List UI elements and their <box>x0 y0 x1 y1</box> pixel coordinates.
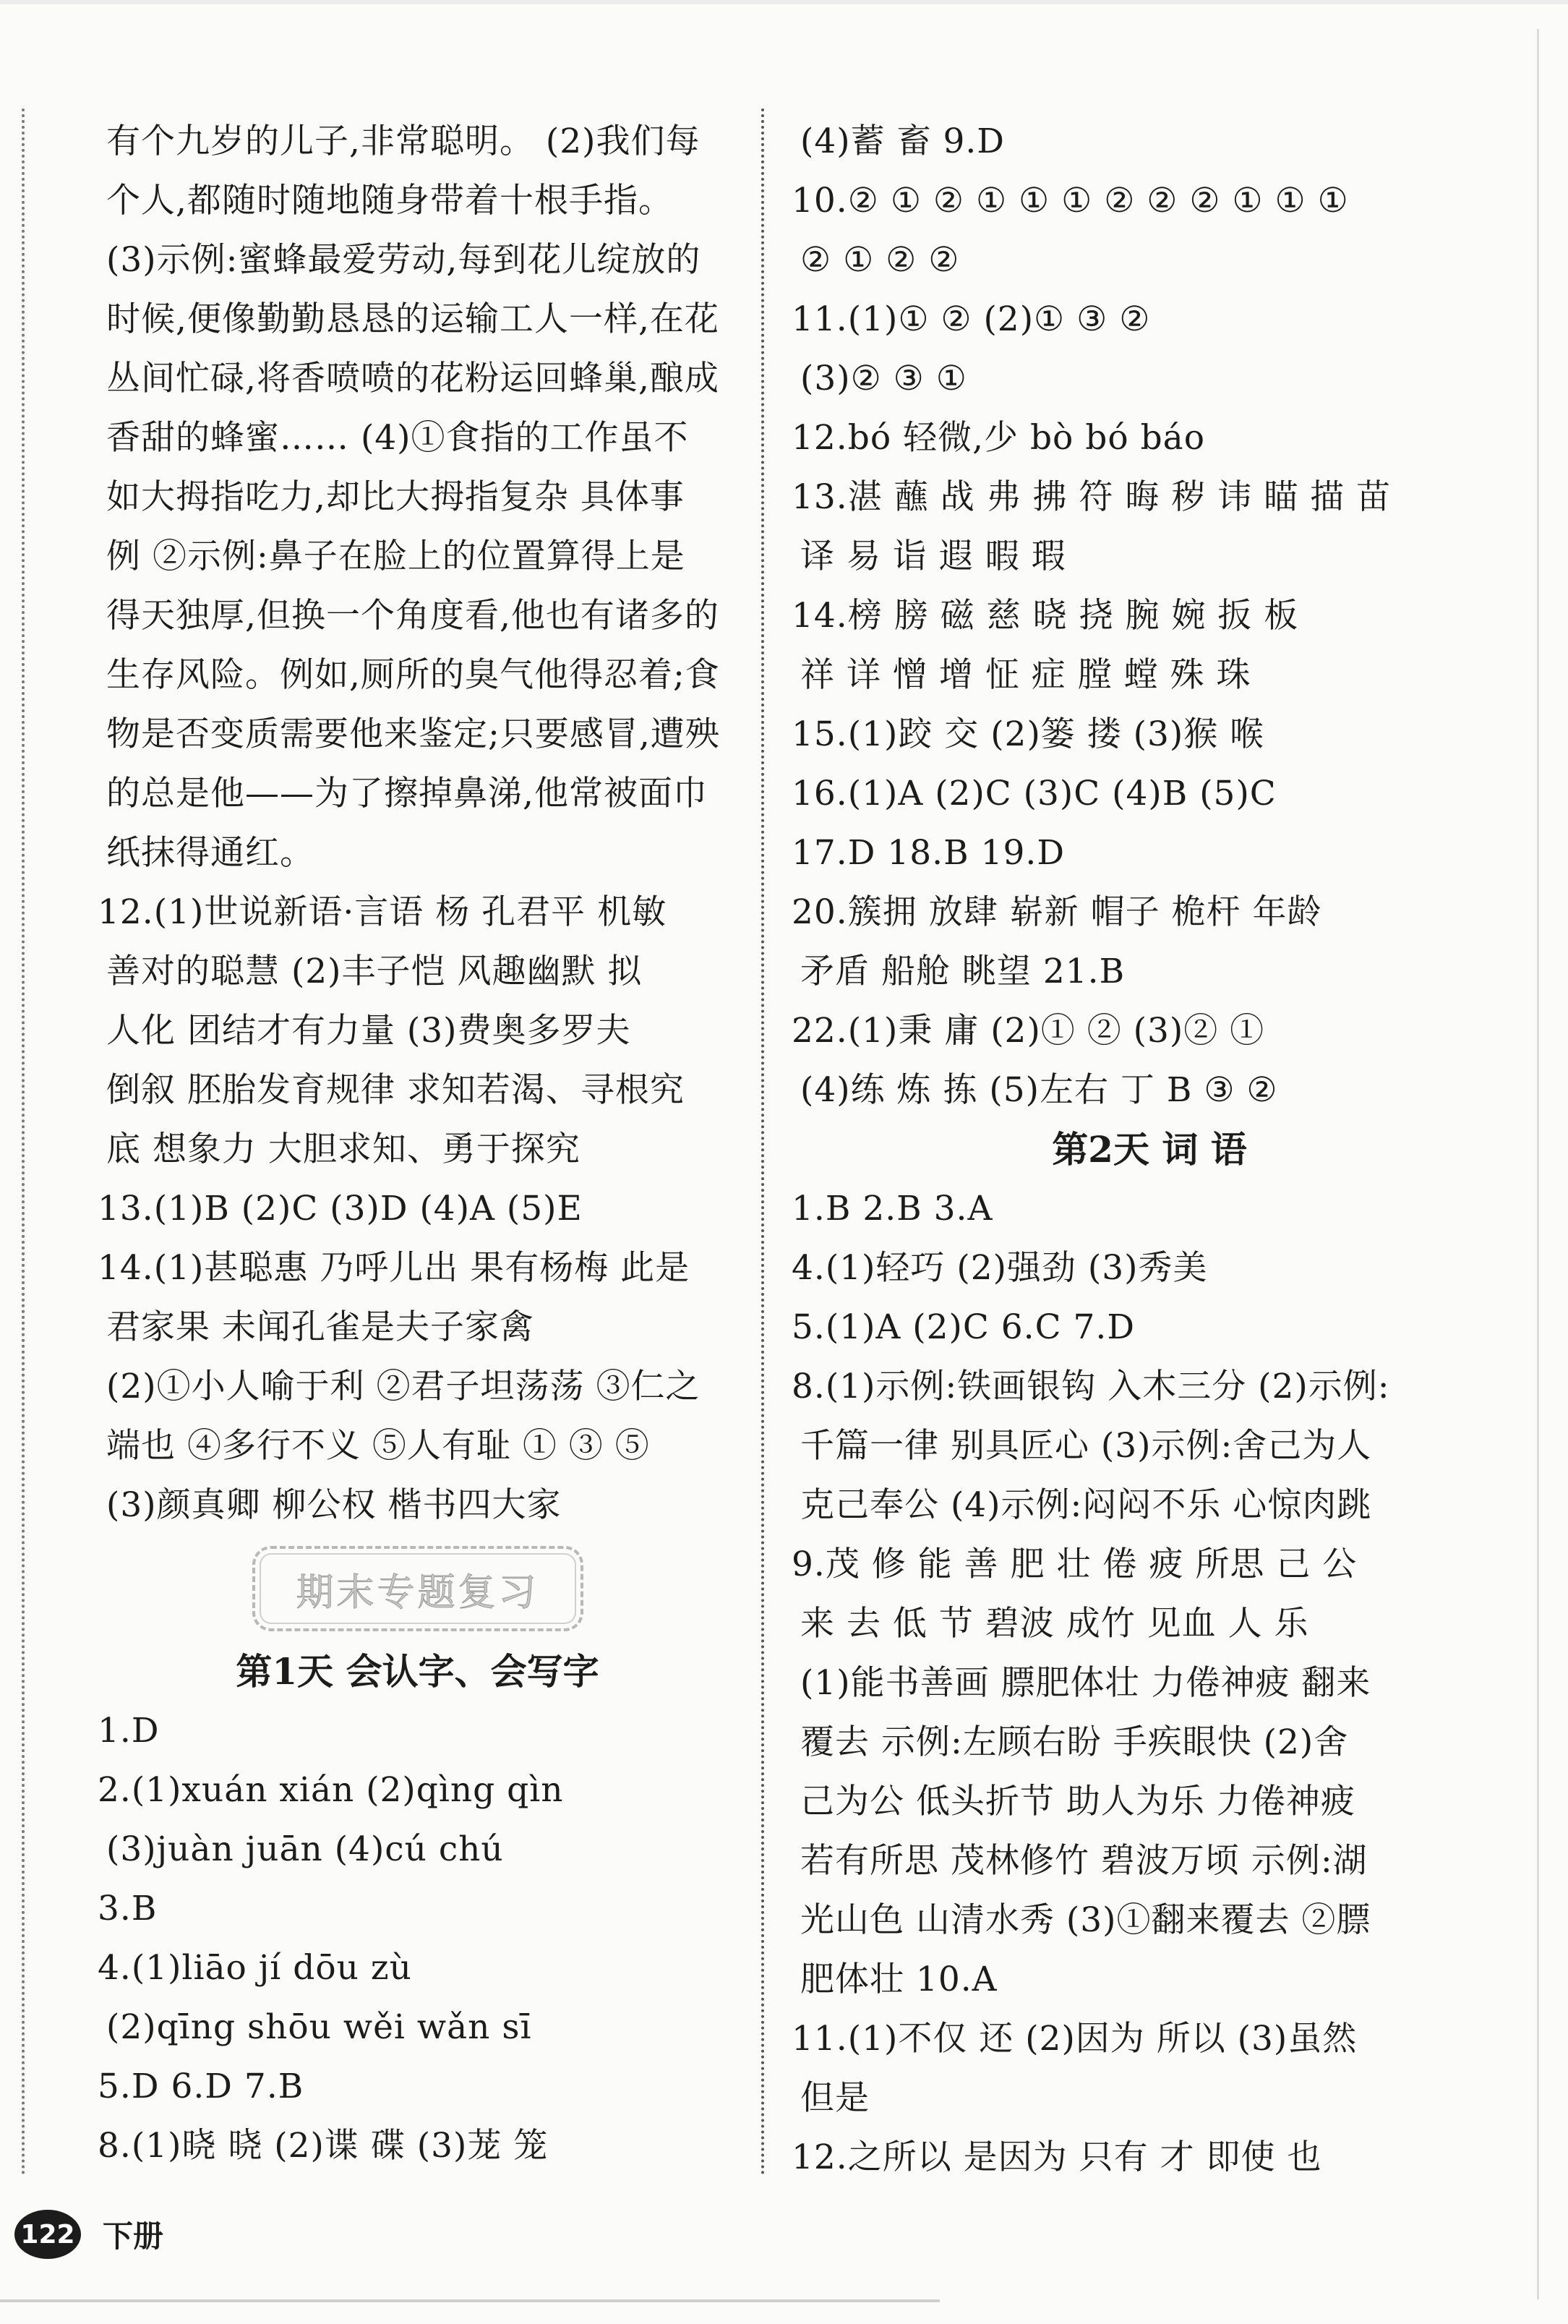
answer-line: 的总是他——为了擦掉鼻涕,他常被面巾 <box>106 774 708 813</box>
margin-dotted-rule <box>22 108 25 2176</box>
answer-line: 但是 <box>800 2078 870 2118</box>
answer-line: 16.(1)A (2)C (3)C (4)B (5)C <box>792 774 1277 813</box>
top-edge <box>0 0 1568 4</box>
answer-line: 8.(1)示例:铁画银钩 入木三分 (2)示例: <box>792 1367 1390 1406</box>
answer-line: 11.(1)不仅 还 (2)因为 所以 (3)虽然 <box>792 2019 1358 2059</box>
answer-line: 人化 团结才有力量 (3)费奥多罗夫 <box>106 1011 631 1051</box>
answer-line: (3)颜真卿 柳公权 楷书四大家 <box>106 1485 562 1525</box>
column-divider <box>761 108 764 2176</box>
answer-line: 15.(1)跤 交 (2)篓 搂 (3)猴 喉 <box>792 714 1265 754</box>
answer-line: 矛盾 船舱 眺望 21.B <box>800 952 1126 991</box>
answer-line: 22.(1)秉 庸 (2)① ② (3)② ① <box>792 1011 1265 1051</box>
answer-line: 例 ②示例:鼻子在脸上的位置算得上是 <box>106 537 685 576</box>
answer-line: 底 想象力 大胆求知、勇于探究 <box>106 1129 580 1169</box>
left-answers-bottom <box>98 1701 737 2176</box>
answer-line: (1)能书善画 膘肥体壮 力倦神疲 翻来 <box>800 1663 1371 1703</box>
page-footer <box>14 2195 163 2274</box>
right-answers-bottom <box>792 1179 1507 2187</box>
answer-line: 5.(1)A (2)C 6.C 7.D <box>792 1307 1136 1347</box>
answer-line: 克己奉公 (4)示例:闷闷不乐 心惊肉跳 <box>800 1485 1372 1525</box>
answer-line: 千篇一律 别具匠心 (3)示例:舍己为人 <box>800 1426 1372 1466</box>
answer-line: (2)qīng shōu wěi wǎn sī <box>106 2007 532 2047</box>
answer-line: 4.(1)liāo jí dōu zù <box>98 1948 412 1988</box>
answer-line: 17.D 18.B 19.D <box>792 833 1066 873</box>
answer-line: 11.(1)① ② (2)① ③ ② <box>792 299 1151 339</box>
answer-line: 14.(1)甚聪惠 乃呼儿出 果有杨梅 此是 <box>98 1248 690 1288</box>
answer-line: 1.B 2.B 3.A <box>792 1189 993 1229</box>
answer-line: 光山色 山清水秀 (3)①翻来覆去 ②膘 <box>800 1900 1371 1940</box>
answer-line: 来 去 低 节 碧波 成竹 见血 人 乐 <box>800 1604 1309 1644</box>
right-column <box>792 112 1507 2187</box>
answer-line: 己为公 低头折节 助人为乐 力倦神疲 <box>800 1782 1355 1821</box>
answer-line: 译 易 诣 遐 暇 瑕 <box>800 537 1066 576</box>
answer-line: (2)①小人喻于利 ②君子坦荡荡 ③仁之 <box>106 1367 701 1406</box>
answer-line: 如大拇指吃力,却比大拇指复杂 具体事 <box>106 477 685 517</box>
answer-line: (4)蓄 畜 9.D <box>800 121 1005 161</box>
answer-line: 有个九岁的儿子,非常聪明。 (2)我们每 <box>106 121 701 161</box>
answer-line: 3.B <box>98 1889 158 1928</box>
answer-line: 5.D 6.D 7.B <box>98 2067 304 2106</box>
day1-heading: 第1天 会认字、会写字 <box>236 1650 599 1693</box>
answer-line: 2.(1)xuán xián (2)qìng qìn <box>98 1770 564 1810</box>
right-answers-top <box>792 112 1507 1120</box>
answer-line: 君家果 未闻孔雀是夫子家禽 <box>106 1307 534 1347</box>
answer-line: 4.(1)轻巧 (2)强劲 (3)秀美 <box>792 1248 1208 1288</box>
answer-line: 丛间忙碌,将香喷喷的花粉运回蜂巢,酿成 <box>106 359 719 398</box>
answer-line: 覆去 示例:左顾右盼 手疾眼快 (2)舍 <box>800 1722 1349 1762</box>
answer-line: 倒叙 胚胎发育规律 求知若渴、寻根究 <box>106 1070 685 1110</box>
right-edge <box>1537 29 1539 2299</box>
section-banner: 期末专题复习 <box>252 1546 583 1631</box>
answer-line: 肥体壮 10.A <box>800 1960 998 1999</box>
answer-line: 得天独厚,但换一个角度看,他也有诸多的 <box>106 596 719 636</box>
left-column <box>98 112 737 2176</box>
day2-heading: 第2天 词 语 <box>1052 1128 1247 1171</box>
answer-line: 善对的聪慧 (2)丰子恺 风趣幽默 拟 <box>106 952 643 991</box>
volume-label: 下册 <box>103 2218 164 2254</box>
answer-line: 8.(1)晓 晓 (2)谍 碟 (3)茏 笼 <box>98 2126 549 2166</box>
answer-line: 14.榜 膀 磁 慈 晓 挠 腕 婉 扳 板 <box>792 596 1299 636</box>
answer-line: 祥 详 憎 增 怔 症 膛 螳 殊 珠 <box>800 655 1251 695</box>
answer-line: 香甜的蜂蜜…… (4)①食指的工作虽不 <box>106 418 689 458</box>
answer-line: 12.(1)世说新语·言语 杨 孔君平 机敏 <box>98 892 667 932</box>
answer-line: 纸抹得通红。 <box>106 833 314 873</box>
answer-line: 10.② ① ② ① ① ① ② ② ② ① ① ① <box>792 181 1349 221</box>
answer-line: 生存风险。例如,厕所的臭气他得忍着;食 <box>106 655 720 695</box>
answer-line: 个人,都随时随地随身带着十根手指。 <box>106 181 673 221</box>
answer-line: 物是否变质需要他来鉴定;只要感冒,遭殃 <box>106 714 720 754</box>
answer-line: (3)② ③ ① <box>800 359 967 398</box>
answer-line: 时候,便像勤勤恳恳的运输工人一样,在花 <box>106 299 719 339</box>
left-answers-top <box>98 112 737 1535</box>
answer-line: (4)练 炼 拣 (5)左右 丁 B ③ ② <box>800 1070 1278 1110</box>
answer-line: (3)示例:蜜蜂最爱劳动,每到花儿绽放的 <box>106 240 701 280</box>
answer-line: 端也 ④多行不义 ⑤人有耻 ① ③ ⑤ <box>106 1426 650 1466</box>
answer-line: 9.茂 修 能 善 肥 壮 倦 疲 所思 己 公 <box>792 1545 1358 1584</box>
answer-line: 12.bó 轻微,少 bò bó báo <box>792 418 1205 458</box>
section-banner-wrap <box>98 1535 737 1642</box>
answer-line: 20.簇拥 放肆 崭新 帽子 桅杆 年龄 <box>792 892 1322 932</box>
page-number-badge: 122 <box>14 2210 81 2259</box>
bottom-rule <box>0 2299 940 2302</box>
answer-line: 13.(1)B (2)C (3)D (4)A (5)E <box>98 1189 583 1229</box>
answer-line: 若有所思 茂林修竹 碧波万顷 示例:湖 <box>800 1841 1368 1881</box>
answer-line: 13.湛 蘸 战 弗 拂 符 晦 秽 讳 瞄 描 苗 <box>792 477 1392 517</box>
answer-line: ② ① ② ② <box>800 240 960 280</box>
answer-line: 12.之所以 是因为 只有 才 即使 也 <box>792 2137 1322 2177</box>
answer-line: 1.D <box>98 1711 160 1751</box>
answer-line: (3)juàn juān (4)cú chú <box>106 1829 504 1869</box>
